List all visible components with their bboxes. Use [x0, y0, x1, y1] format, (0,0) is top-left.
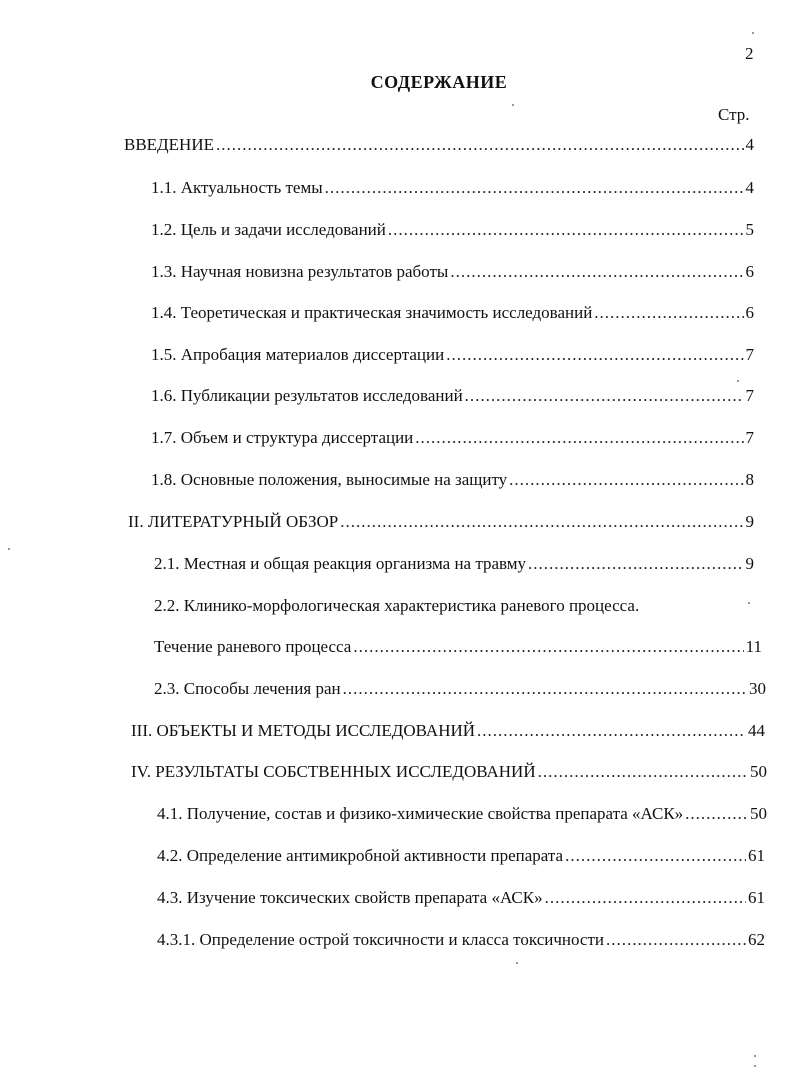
toc-entry-label: II. ЛИТЕРАТУРНЫЙ ОБЗОР — [128, 512, 339, 531]
toc-entry — [151, 386, 754, 406]
toc-entry-label: 4.3.1. Определение острой токсичности и класса токсичности — [157, 930, 604, 949]
toc-entry — [157, 930, 765, 950]
toc-entry — [151, 178, 754, 198]
dot-leader — [353, 637, 743, 657]
toc-entry-page: 7 — [745, 386, 754, 405]
dot-leader — [340, 512, 743, 532]
toc-entry-page: 62 — [748, 930, 765, 949]
dot-leader — [594, 303, 743, 323]
toc-entry-literature-review — [128, 512, 754, 532]
scan-speck — [754, 1055, 756, 1057]
page-title: СОДЕРЖАНИЕ — [370, 72, 508, 92]
scan-speck — [512, 104, 514, 106]
toc-entry-label: 1.3. Научная новизна результатов работы — [151, 262, 449, 281]
toc-entry — [151, 470, 754, 490]
toc-entry — [154, 554, 754, 574]
page-column-label: Стр. — [718, 105, 750, 124]
dot-leader — [343, 679, 747, 699]
toc-entry-label: 4.1. Получение, состав и физико-химические свойства препарата «АСК» — [157, 804, 684, 823]
toc-entry-label: 1.7. Объем и структура диссертации — [151, 428, 414, 447]
toc-entry — [154, 637, 762, 657]
toc-entry — [151, 303, 754, 323]
toc-entry-label: Течение раневого процесса — [154, 637, 352, 656]
toc-entry-page: 50 — [750, 762, 767, 781]
toc-entry-page: 7 — [745, 428, 754, 447]
toc-entry — [154, 596, 754, 616]
toc-entry — [151, 428, 754, 448]
dot-leader — [685, 804, 748, 824]
dot-leader — [465, 386, 744, 406]
toc-entry-page: 30 — [749, 679, 766, 698]
dot-leader — [216, 135, 744, 155]
dot-leader — [538, 762, 748, 782]
toc-entry-page: 9 — [745, 554, 754, 573]
toc-entry-label: 4.2. Определение антимикробной активности препарата — [157, 846, 564, 865]
dot-leader — [325, 178, 744, 198]
toc-entry-label: 1.5. Апробация материалов диссертации — [151, 345, 445, 364]
toc-entry-label: 2.2. Клинико-морфологическая характеристика раневого процесса. — [154, 596, 640, 615]
scan-speck — [748, 602, 750, 604]
toc-entry-label: 1.4. Теоретическая и практическая значимость исследований — [151, 303, 593, 322]
toc-entry-page: 6 — [745, 303, 754, 322]
toc-entry — [157, 888, 765, 908]
toc-entry-page: 61 — [748, 888, 765, 907]
toc-entry-label: 1.1. Актуальность темы — [151, 178, 323, 197]
toc-entry-page: 9 — [745, 512, 754, 531]
dot-leader — [565, 846, 746, 866]
toc-entry-page: 44 — [748, 721, 765, 740]
toc-entry-page: 5 — [745, 220, 754, 239]
scan-speck — [8, 548, 10, 550]
toc-entry-results — [131, 762, 767, 782]
toc-entry-label: ВВЕДЕНИЕ — [124, 135, 214, 154]
toc-entry — [157, 804, 767, 824]
toc-entry-label: 1.2. Цель и задачи исследований — [151, 220, 386, 239]
toc-entry-page: 50 — [750, 804, 767, 823]
toc-entry-label: 2.3. Способы лечения ран — [154, 679, 341, 698]
scan-speck — [752, 32, 754, 34]
dot-leader — [606, 930, 746, 950]
dot-leader — [446, 345, 743, 365]
toc-entry-page: 4 — [745, 135, 754, 154]
toc-entry-label: 1.6. Публикации результатов исследований — [151, 386, 463, 405]
toc-entry-page: 4 — [745, 178, 754, 197]
toc-entry-page: 61 — [748, 846, 765, 865]
toc-entry-label: 1.8. Основные положения, выносимые на защиту — [151, 470, 508, 489]
dot-leader — [477, 721, 746, 741]
dot-leader — [388, 220, 744, 240]
dot-leader — [545, 888, 746, 908]
toc-entry — [151, 345, 754, 365]
page-number: 2 — [745, 44, 754, 63]
toc-entry-label: 2.1. Местная и общая реакция организма на травму — [154, 554, 527, 573]
toc-entry-page: 11 — [745, 637, 762, 656]
toc-entry-page: 6 — [745, 262, 754, 281]
toc-entry-label: 4.3. Изучение токсических свойств препарата «АСК» — [157, 888, 543, 907]
dot-leader — [528, 554, 743, 574]
toc-entry-introduction — [124, 135, 754, 155]
toc-entry-label: III. ОБЪЕКТЫ И МЕТОДЫ ИССЛЕДОВАНИЙ — [131, 721, 476, 740]
toc-entry-page: 8 — [745, 470, 754, 489]
toc-entry — [151, 262, 754, 282]
toc-entry-page: 7 — [745, 345, 754, 364]
scan-speck — [754, 1065, 756, 1067]
toc-entry — [154, 679, 766, 699]
toc-entry — [157, 846, 765, 866]
scan-speck — [737, 380, 739, 382]
scan-speck — [516, 962, 518, 964]
toc-entry-label: IV. РЕЗУЛЬТАТЫ СОБСТВЕННЫХ ИССЛЕДОВАНИЙ — [131, 762, 536, 781]
dot-leader — [509, 470, 743, 490]
toc-entry-objects-methods — [131, 721, 765, 741]
dot-leader — [415, 428, 743, 448]
toc-entry — [151, 220, 754, 240]
dot-leader — [450, 262, 743, 282]
